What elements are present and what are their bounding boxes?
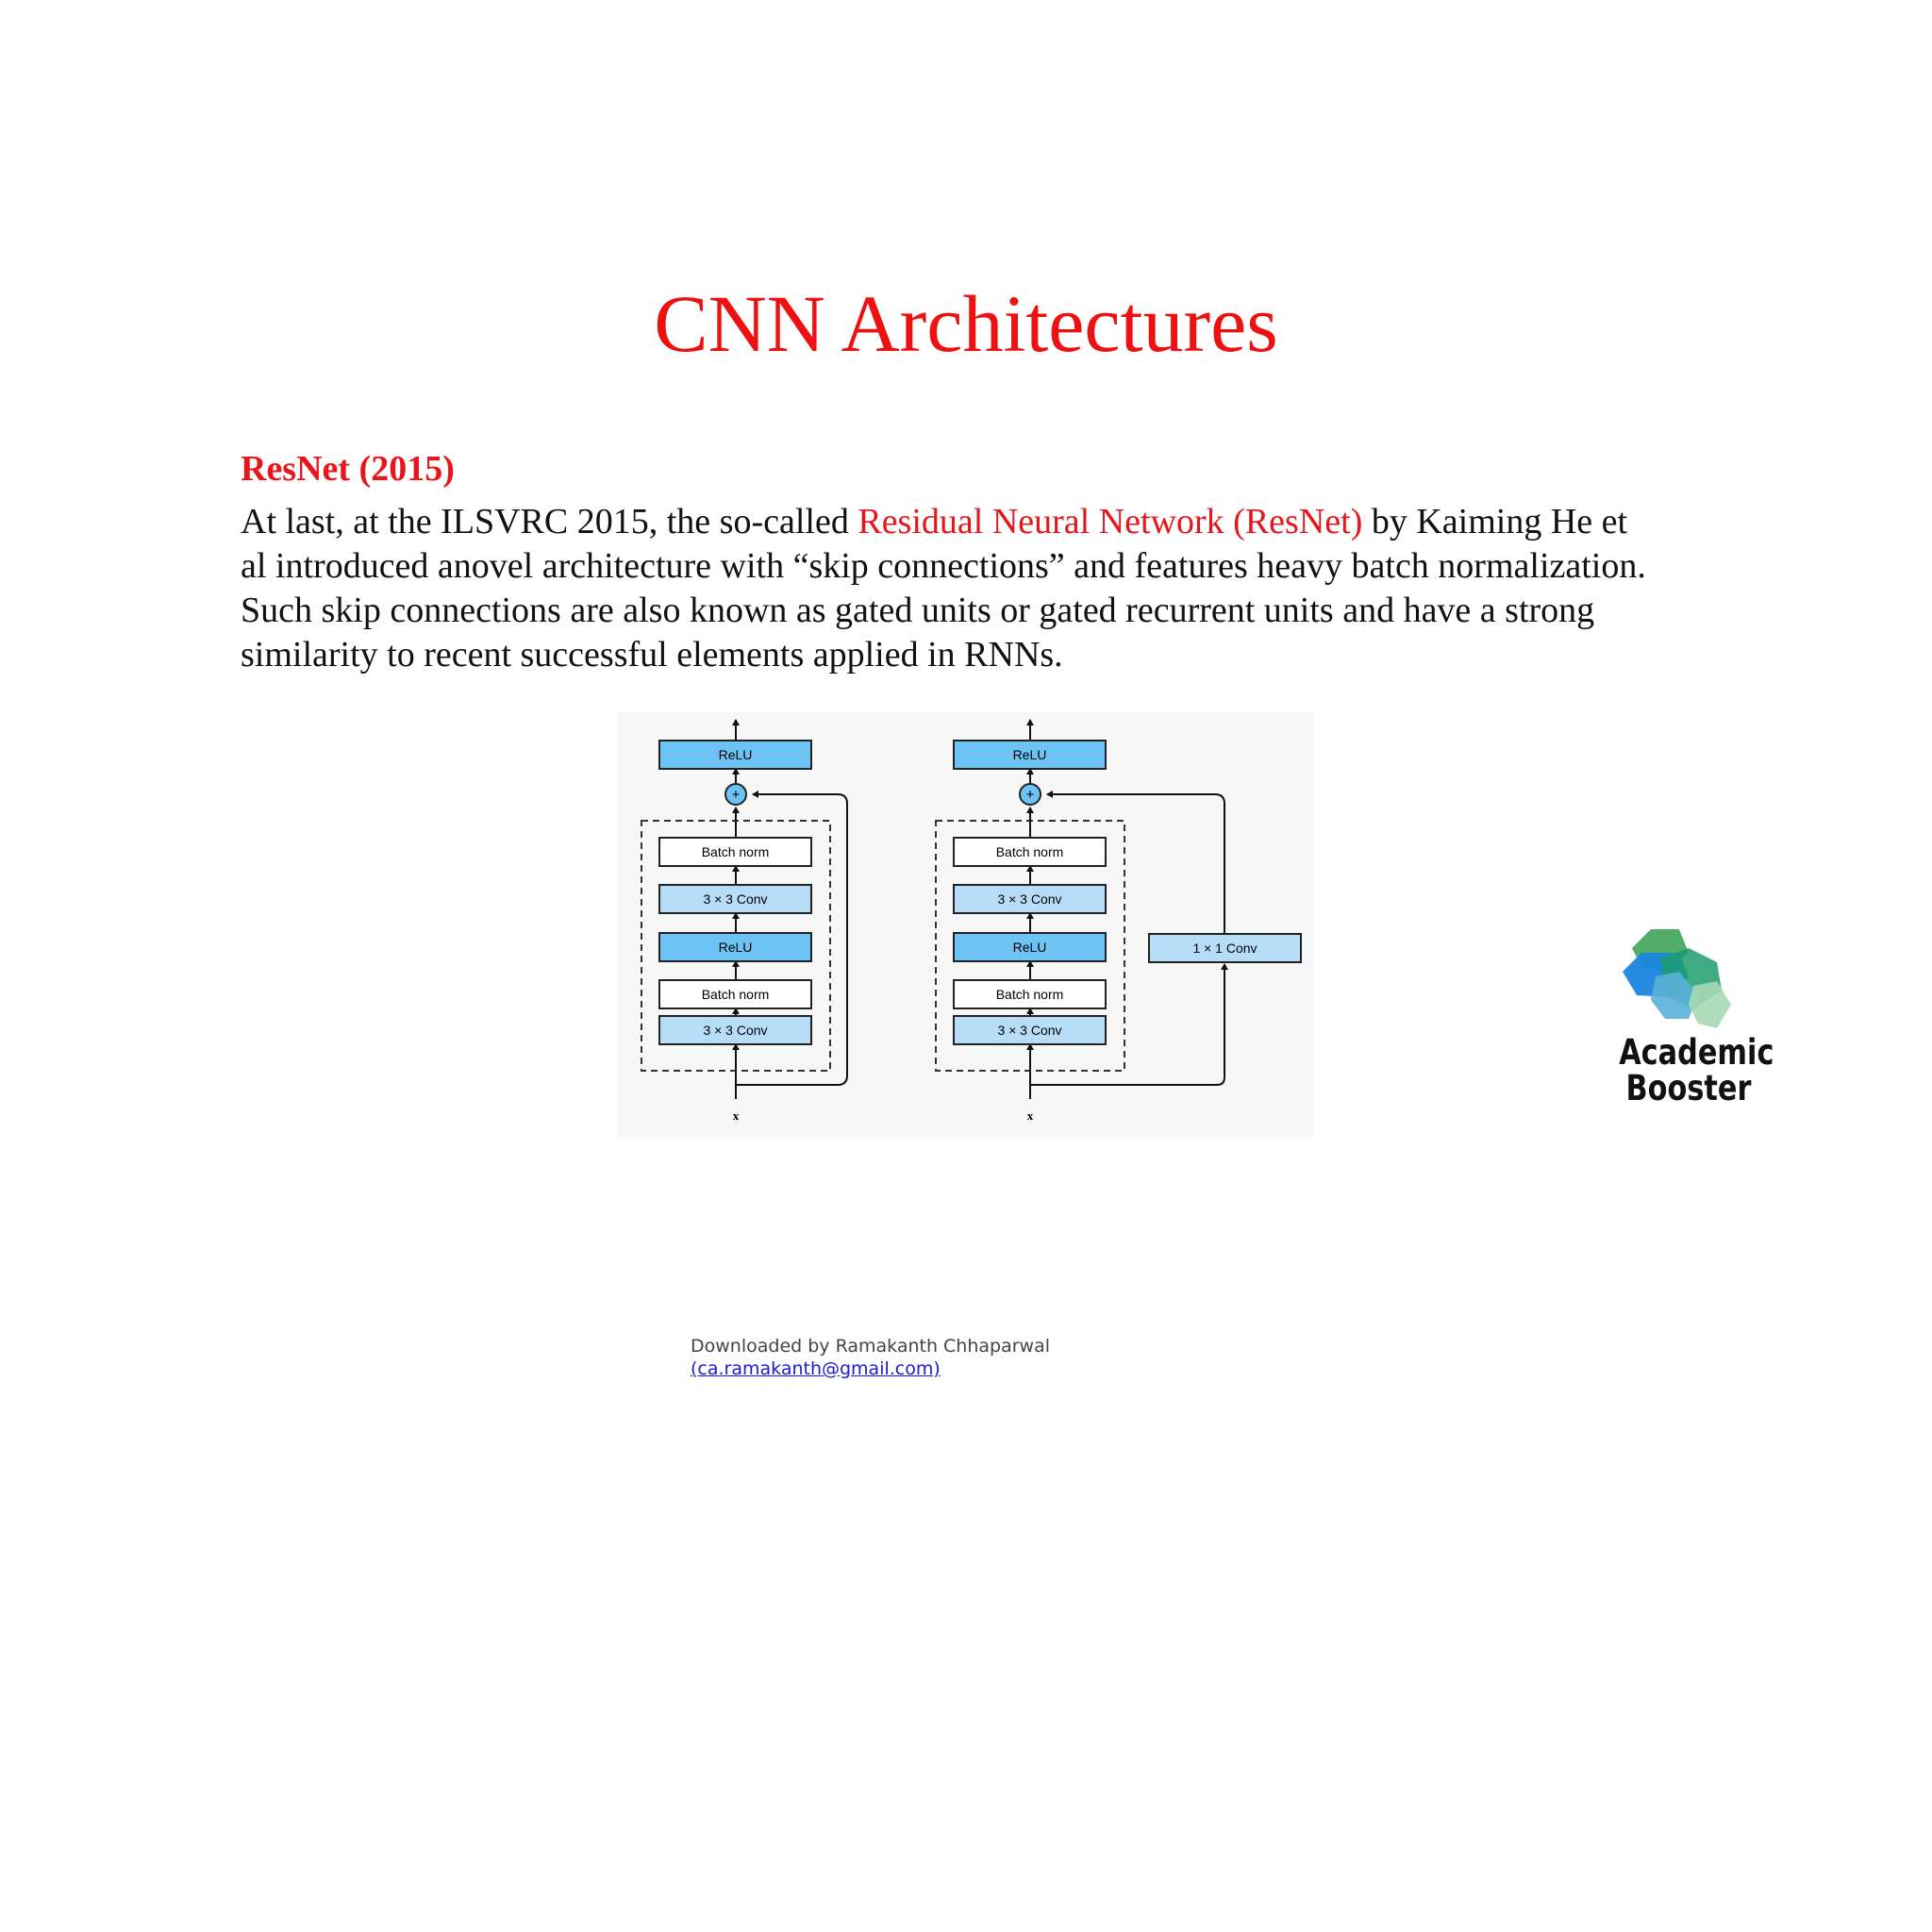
left-batch-norm-bottom-label: Batch norm: [701, 987, 770, 1002]
right-conv-bottom-label: 3 × 3 Conv: [997, 1023, 1062, 1038]
right-batch-norm-top-label: Batch norm: [995, 844, 1064, 859]
logo-line-2: Booster: [1625, 1068, 1752, 1108]
downloaded-by-text: Downloaded by Ramakanth Chhaparwal: [691, 1336, 1051, 1357]
left-residual-block: [641, 720, 847, 1123]
left-relu-mid-label: ReLU: [718, 940, 753, 955]
resnet-block-diagram: [618, 712, 1313, 1137]
paragraph-line-1-start: At last, at the ILSVRC 2015, the so-called: [241, 502, 858, 541]
left-batch-norm-top-label: Batch norm: [701, 844, 770, 859]
resnet-highlight: Residual Neural Network (ResNet): [858, 502, 1363, 541]
section-heading: ResNet (2015): [241, 449, 455, 489]
paragraph-line-3: Such skip connections are also known as gated units or gated recurrent units and have a strong: [241, 591, 1595, 630]
right-conv-top-label: 3 × 3 Conv: [997, 891, 1062, 907]
right-add-symbol: +: [1025, 787, 1035, 803]
left-conv-bottom-label: 3 × 3 Conv: [703, 1023, 768, 1038]
download-footer: [691, 1335, 1050, 1380]
logo-mark-icon: [1604, 929, 1774, 1033]
right-batch-norm-bottom-label: Batch norm: [995, 987, 1064, 1002]
paragraph-line-4: similarity to recent successful elements applied in RNNs.: [241, 635, 1063, 675]
right-relu-mid-label: ReLU: [1012, 940, 1047, 955]
left-input-label: x: [732, 1108, 740, 1123]
academic-booster-logo: [1604, 929, 1774, 1118]
paragraph-line-2: al introduced anovel architecture with “skip connections” and features heavy batch normalization.: [241, 546, 1646, 586]
right-residual-block: [936, 720, 1301, 1123]
paragraph-line-1-end: by Kaiming He et: [1362, 502, 1628, 541]
right-relu-top-label: ReLU: [1012, 747, 1047, 762]
logo-line-1: Academic: [1619, 1032, 1774, 1073]
left-conv-top-label: 3 × 3 Conv: [703, 891, 768, 907]
left-relu-top-label: ReLU: [718, 747, 753, 762]
slide-title: CNN Architectures: [654, 278, 1278, 369]
email-link[interactable]: (ca.ramakanth@gmail.com): [691, 1358, 941, 1379]
body-paragraph: [241, 500, 1712, 677]
left-add-symbol: +: [731, 787, 741, 803]
paragraph-line-1: [241, 500, 1712, 544]
right-input-label: x: [1026, 1108, 1034, 1123]
right-shortcut-conv-label: 1 × 1 Conv: [1192, 941, 1257, 956]
